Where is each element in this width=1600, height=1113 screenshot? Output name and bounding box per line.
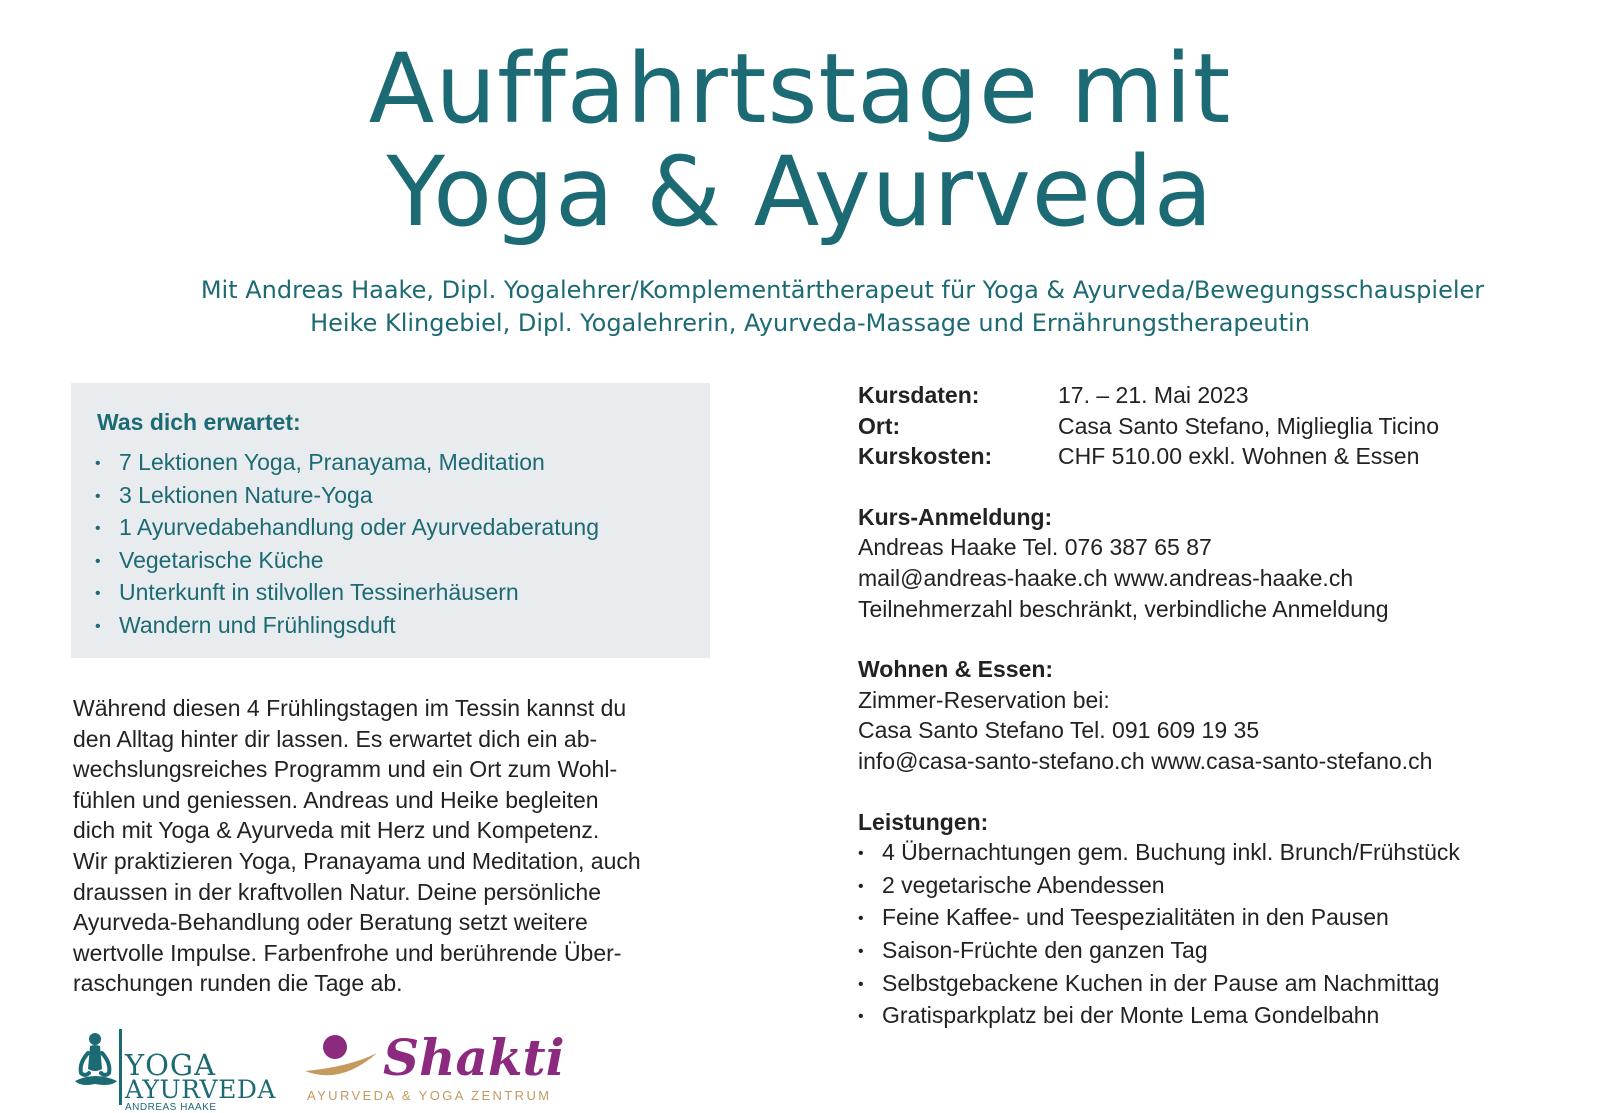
logo-name-text: ANDREAS HAAKE — [125, 1102, 217, 1113]
logo-ayurveda-text: AYURVEDA — [125, 1075, 276, 1104]
list-item: • Gratisparkplatz bei der Monte Lema Gondelbahn — [858, 1000, 1578, 1033]
bullet-icon: • — [858, 1008, 864, 1026]
bullet-icon: • — [95, 520, 101, 538]
logo-yoga-text: YOGA — [125, 1048, 217, 1082]
description-line: Ayurveda-Behandlung oder Beratung setzt weitere — [73, 909, 588, 936]
cost-row — [858, 441, 1578, 472]
bullet-icon: • — [95, 487, 101, 505]
list-item: • Feine Kaffee- und Teespezialitäten in den Pausen — [858, 902, 1578, 935]
list-item: • 1 Ayurvedabehandlung oder Ayurvedaberatung — [95, 512, 599, 545]
subtitle-line-2: Heike Klingebiel, Dipl. Yogalehrerin, Ayurveda-Massage und Ernährungstherapeutin — [310, 309, 1310, 337]
description-line: den Alltag hinter dir lassen. Es erwartet dich ein ab- — [73, 725, 598, 752]
list-item: • Saison-Früchte den ganzen Tag — [858, 935, 1578, 968]
list-item: • Vegetarische Küche — [95, 545, 599, 578]
bullet-icon: • — [858, 942, 864, 960]
bullet-icon: • — [858, 975, 864, 993]
page-title — [0, 33, 1600, 248]
services-list — [858, 837, 1578, 1033]
list-item: • Unterkunft in stilvollen Tessinerhäusern — [95, 577, 599, 610]
description-line: wechslungsreiches Programm und ein Ort zum Wohl- — [73, 756, 618, 783]
list-item: • Selbstgebackene Kuchen in der Pause am Nachmittag — [858, 968, 1578, 1001]
description-paragraph — [73, 693, 753, 999]
bullet-icon: • — [95, 585, 101, 603]
description-line: wertvolle Impulse. Farbenfrohe und berührende Über- — [73, 939, 622, 966]
course-details — [858, 380, 1578, 1033]
description-line: Während diesen 4 Frühlingstagen im Tessin kannst du — [73, 695, 627, 721]
bullet-icon: • — [95, 552, 101, 570]
registration-phone: Andreas Haake Tel. 076 387 65 87 — [858, 534, 1212, 561]
accommodation-phone: Casa Santo Stefano Tel. 091 609 19 35 — [858, 717, 1260, 744]
course-dates-value: 17. – 21. Mai 2023 — [1058, 382, 1249, 408]
list-item: • 7 Lektionen Yoga, Pranayama, Meditation — [95, 447, 599, 480]
cost-value: CHF 510.00 exkl. Wohnen & Essen — [1058, 443, 1420, 470]
bullet-icon: • — [858, 877, 864, 895]
meditating-figure-icon — [71, 1027, 123, 1107]
bullet-icon: • — [95, 455, 101, 472]
subtitle-line-1: Mit Andreas Haake, Dipl. Yogalehrer/Komplementärtherapeut für Yoga & Ayurveda/Bewegungsschauspieler — [200, 276, 1485, 304]
list-item: • 3 Lektionen Nature-Yoga — [95, 480, 599, 513]
location-value: Casa Santo Stefano, Miglieglia Ticino — [1058, 412, 1439, 439]
expectations-list — [95, 447, 599, 643]
bullet-icon: • — [858, 910, 864, 928]
accommodation-line: Zimmer-Reservation bei: — [858, 686, 1110, 713]
accommodation-heading: Wohnen & Essen: — [858, 656, 1054, 683]
list-item: • Wandern und Frühlingsduft — [95, 610, 599, 643]
accommodation-contact[interactable]: info@casa-santo-stefano.ch www.casa-santo-stefano.ch — [858, 747, 1433, 774]
shakti-logo — [303, 1028, 565, 1105]
location-row — [858, 411, 1578, 442]
registration-contact[interactable]: mail@andreas-haake.ch www.andreas-haake.ch — [858, 564, 1354, 591]
description-line: dich mit Yoga & Ayurveda mit Herz und Kompetenz. — [73, 817, 600, 844]
description-line: raschungen runden die Tage ab. — [73, 970, 403, 997]
registration-heading: Kurs-Anmeldung: — [858, 503, 1053, 530]
bullet-icon: • — [95, 617, 101, 635]
yoga-ayurveda-logo — [71, 1027, 276, 1113]
subtitle — [0, 274, 1600, 340]
shakti-subtitle: AYURVEDA & YOGA ZENTRUM — [307, 1088, 552, 1103]
registration-note: Teilnehmerzahl beschränkt, verbindliche Anmeldung — [858, 595, 1389, 622]
shakti-emblem-icon — [303, 1033, 383, 1085]
course-dates-row — [858, 380, 1578, 411]
title-line-1: Auffahrtstage mit — [368, 33, 1232, 145]
expectations-heading: Was dich erwartet: — [97, 409, 301, 435]
description-line: fühlen und geniessen. Andreas und Heike begleiten — [73, 786, 599, 813]
shakti-wordmark: Shakti — [383, 1028, 565, 1087]
course-dates-label: Kursdaten: — [858, 382, 980, 408]
cost-label: Kurskosten: — [858, 443, 993, 470]
services-heading: Leistungen: — [858, 808, 989, 835]
location-label: Ort: — [858, 412, 901, 439]
list-item: • 4 Übernachtungen gem. Buchung inkl. Brunch/Frühstück — [858, 837, 1578, 870]
title-line-2: Yoga & Ayurveda — [386, 136, 1214, 248]
description-line: Wir praktizieren Yoga, Pranayama und Meditation, auch — [73, 847, 641, 874]
description-line: draussen in der kraftvollen Natur. Deine persönliche — [73, 878, 602, 905]
bullet-icon: • — [858, 845, 864, 863]
list-item: • 2 vegetarische Abendessen — [858, 870, 1578, 903]
expectations-box — [71, 383, 710, 658]
